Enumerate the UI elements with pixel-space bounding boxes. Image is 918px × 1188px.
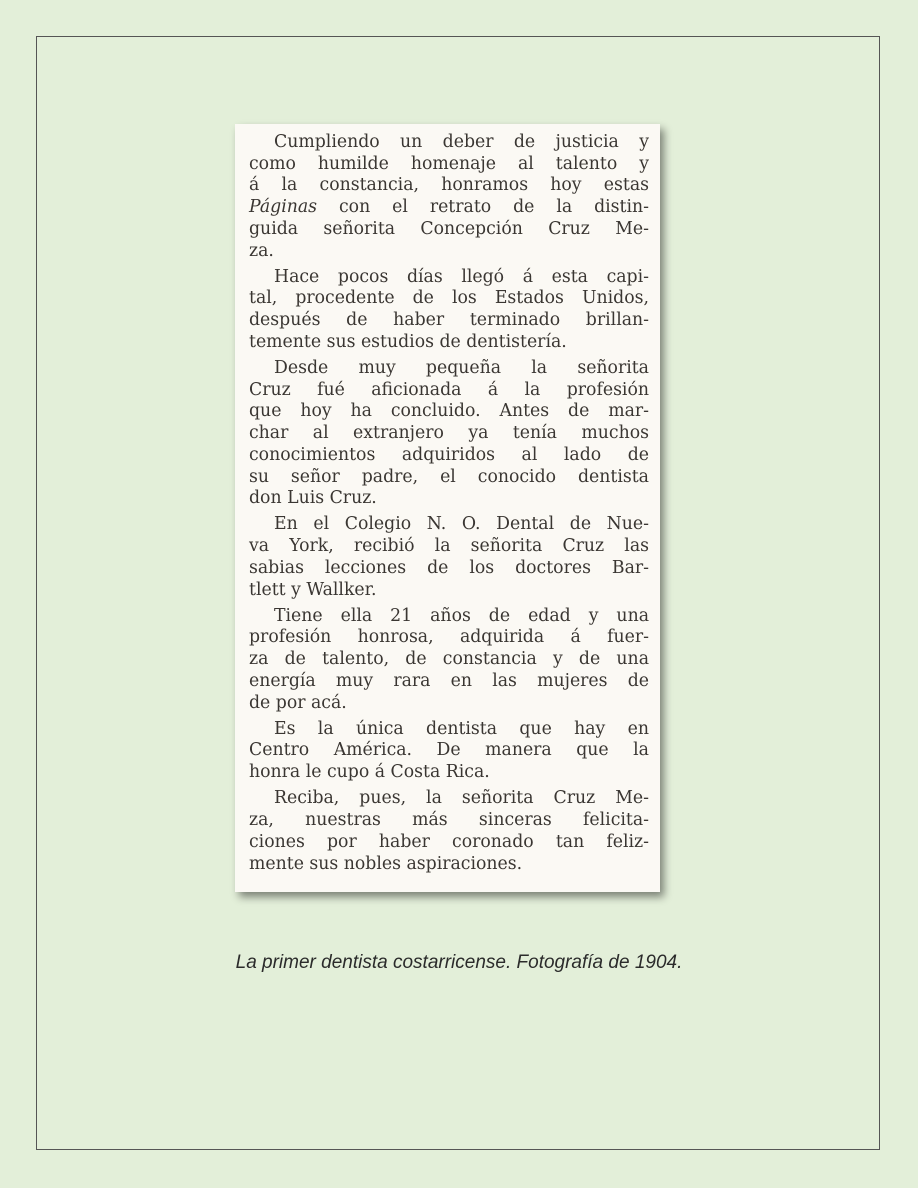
clipping-line: Desde muy pequeña la señorita bbox=[274, 358, 649, 379]
clipping-line: don Luis Cruz. bbox=[249, 488, 377, 509]
clipping-line: como humilde homenaje al talento y bbox=[249, 153, 649, 174]
clipping-line: á la constancia, honramos hoy estas bbox=[249, 175, 649, 196]
clipping-line: tlett y Wallker. bbox=[249, 579, 377, 600]
clipping-paragraph bbox=[249, 514, 649, 601]
clipping-line: Hace pocos días llegó á esta capi- bbox=[274, 266, 649, 287]
clipping-line: sabias lecciones de los doctores Bar- bbox=[249, 557, 649, 578]
clipping-line: guida señorita Concepción Cruz Me- bbox=[249, 218, 649, 239]
clipping-paragraph bbox=[249, 788, 649, 875]
clipping-paragraph bbox=[249, 358, 649, 510]
clipping-line: va York, recibió la señorita Cruz las bbox=[249, 536, 649, 557]
clipping-line: za de talento, de constancia y de una bbox=[249, 649, 649, 670]
clipping-line: Cruz fué aficionada á la profesión bbox=[249, 379, 649, 400]
clipping-line: ciones por haber coronado tan feliz- bbox=[249, 831, 649, 852]
clipping-line: En el Colegio N. O. Dental de Nue- bbox=[274, 514, 649, 535]
clipping-paragraph bbox=[249, 132, 649, 262]
clipping-line: su señor padre, el conocido dentista bbox=[249, 466, 649, 487]
clipping-paragraph bbox=[249, 267, 649, 354]
clipping-line: Reciba, pues, la señorita Cruz Me- bbox=[274, 788, 649, 809]
clipping-line: después de haber terminado brillan- bbox=[249, 310, 649, 331]
clipping-line: Es la única dentista que hay en bbox=[274, 718, 649, 739]
clipping-paragraph bbox=[249, 719, 649, 784]
clipping-line: Páginas con el retrato de la distin- bbox=[249, 197, 649, 218]
clipping-line: Tiene ella 21 años de edad y una bbox=[274, 605, 649, 626]
clipping-line: conocimientos adquiridos al lado de bbox=[249, 444, 649, 465]
clipping-line: tal, procedente de los Estados Unidos, bbox=[249, 288, 649, 309]
clipping-line: que hoy ha concluido. Antes de mar- bbox=[249, 401, 649, 422]
clipping-line: energía muy rara en las mujeres de bbox=[249, 670, 649, 691]
clipping-line: de por acá. bbox=[249, 692, 347, 713]
clipping-line: Centro América. De manera que la bbox=[249, 740, 649, 761]
newspaper-clipping bbox=[235, 124, 660, 892]
clipping-paragraph bbox=[249, 606, 649, 715]
clipping-line: honra le cupo á Costa Rica. bbox=[249, 762, 490, 783]
clipping-line: temente sus estudios de dentistería. bbox=[249, 331, 567, 352]
clipping-line: profesión honrosa, adquirida á fuer- bbox=[249, 627, 649, 648]
clipping-line: mente sus nobles aspiraciones. bbox=[249, 853, 523, 874]
figure-caption: La primer dentista costarricense. Fotografía de 1904. bbox=[235, 952, 683, 973]
clipping-line: char al extranjero ya tenía muchos bbox=[249, 423, 649, 444]
clipping-line: za. bbox=[249, 240, 274, 261]
clipping-line: Cumpliendo un deber de justicia y bbox=[274, 132, 649, 152]
clipping-line: za, nuestras más sinceras felicita- bbox=[249, 810, 649, 831]
